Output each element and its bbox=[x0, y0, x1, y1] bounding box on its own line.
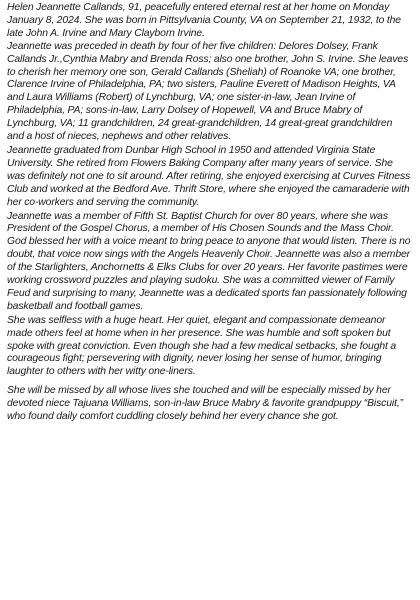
paragraph-education-career: Jeannette graduated from Dunbar High School in 1950 and attended Virginia State University. She retired from Flowers Baking Company after many years of service. She was definitely not one to sit around. After retiring, she enjoyed exercising at Curves Fitness Club and worked at the Bedford Ave. Thrift Store, where she enjoyed the camaraderie with her co-workers and serving the community. bbox=[7, 144, 411, 208]
paragraph-intro: Helen Jeannette Callands, 91, peacefully entered eternal rest at her home on Monday January 8, 2024. She was born in Pittsylvania County, VA on September 21, 1932, to the late John A. Irvine and Mary Clayborn Irvine. bbox=[7, 2, 401, 39]
paragraph-church-hobbies: Jeannette was a member of Fifth St. Baptist Church for over 80 years, where she was President of the Gospel Chorus, a member of His Chosen Sounds and the Mass Choir. God blessed her with a voice meant to bring peace to anyone that would listen. There is no doubt, that voice now sings with the Angels Heavenly Choir. Jeannette was also a member of the Starlighters, Anchornetts & Elks Clubs for over 20 years. Her favorite pastimes were working crossword puzzles and playing sudoku. She was a committed viewer of Family Feud and surprising to many, Jeannette was a dedicated sports fan passionately following basketball and football games. bbox=[7, 210, 411, 312]
paragraph-remembrance: She will be missed by all whose lives she touched and will be especially missed by her devoted niece Tajuana Williams, son-in-law Bruce Mabry & favorite grandpuppy “Biscuit,” who found daily comfort cuddling closely behind her every chance she got. bbox=[7, 385, 403, 423]
paragraph-family: Jeannette was preceded in death by four of her five children: Delores Dolsey, Frank Callands Jr.,Cynthia Mabry and Brenda Ross; also one brother, John S. Irvine. She leaves to cherish her memory one son, Gerald Callands (Sheliah) of Roanoke VA; one brother, Clarence Irvine of Philadelphia, PA; two sisters, Pauline Everett of Madison Heights, VA and Laura Williams (Robert) of Lynchburg, VA; one sister-in-law, Jean Irvine of Philadelphia, PA; sons-in-law, Larry Dolsey of Hopewell, VA and Bruce Mabry of Lynchburg, VA; 11 grandchildren, 24 great-grandchildren, 14 great-great grandchildren and a host of nieces, nephews and other relatives. bbox=[7, 40, 409, 143]
paragraph-character: She was selfless with a huge heart. Her quiet, elegant and compassionate demeanor made others feel at home when in her presence. She was humble and soft spoken but spoke with great conviction. Even though she had a few medical setbacks, she fought a courageous fight; persevering with dignity, never losing her sense of humor, bringing laughter to others with her witty one-liners. bbox=[7, 314, 397, 378]
